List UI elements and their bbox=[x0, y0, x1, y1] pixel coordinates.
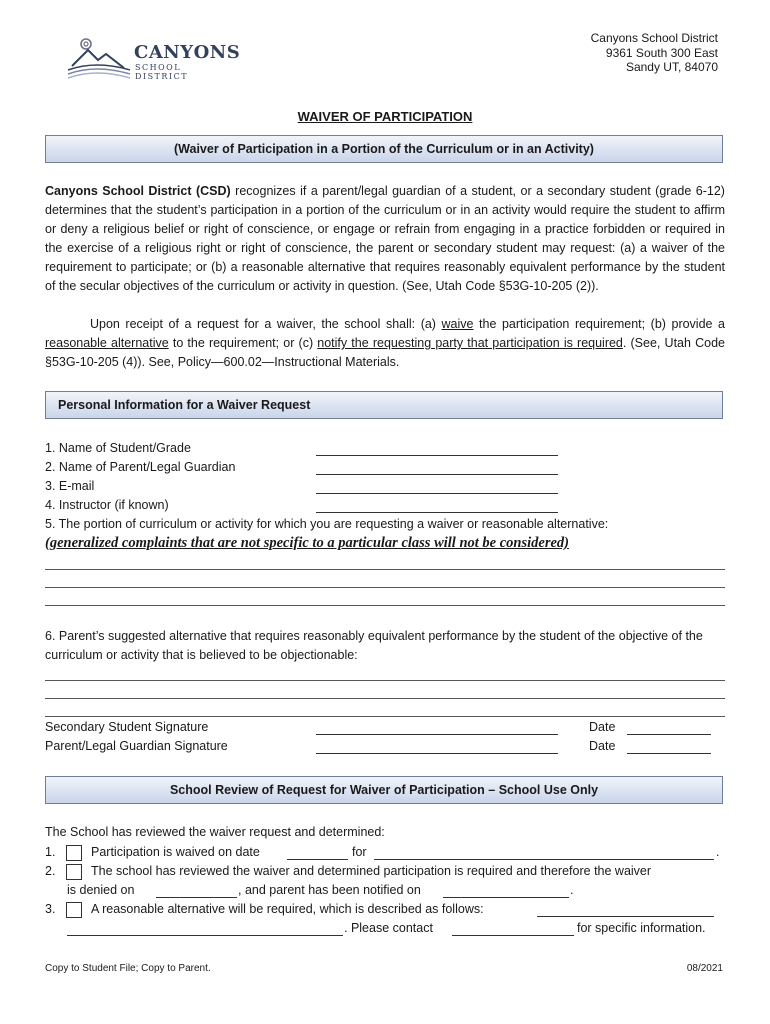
contact-label: . Please contact bbox=[344, 921, 433, 935]
student-date-label: Date bbox=[589, 720, 616, 734]
alternative-description-field-2[interactable] bbox=[67, 935, 343, 936]
personal-info-label: Personal Information for a Waiver Request bbox=[58, 398, 311, 412]
logo-name: CANYONS bbox=[134, 42, 241, 63]
notified-period: . bbox=[570, 883, 574, 897]
portion-note: (generalized complaints that are not specific to a particular class will not be considered) bbox=[45, 535, 570, 551]
school-review-banner bbox=[45, 776, 723, 804]
address-line: Canyons School District bbox=[590, 31, 718, 45]
intro-text: recognizes if a parent/legal guardian of a student, or a secondary student (grade 6-12) determines that the student’s participation in a portion of the curriculum or in an activity would require the student to affirm or deny a religious belief or right of conscience, or engage or refrain from engaging in a practice forbidden or required in the exercise of a religious right or right of conscience, the parent or secondary student may request: (a) a waiver of the requirement to participate; or (b) a reasonable alternative that requires reasonably equivalent performance by the student of the secular objectives of the curriculum or activity in question. (See, Utah Code §53G-10-205 (2)). bbox=[45, 184, 725, 293]
portion-answer-line[interactable] bbox=[45, 587, 725, 588]
waived-date-field[interactable] bbox=[287, 859, 348, 860]
denied-date-field[interactable] bbox=[156, 897, 237, 898]
instructor-label: 4. Instructor (if known) bbox=[45, 498, 169, 512]
parent-date-field[interactable] bbox=[627, 753, 711, 754]
email-field[interactable] bbox=[316, 493, 558, 494]
alternative-description-field[interactable] bbox=[537, 916, 714, 917]
subtitle-banner bbox=[45, 135, 723, 163]
notified-label: , and parent has been notified on bbox=[238, 883, 421, 897]
student-name-label: 1. Name of Student/Grade bbox=[45, 441, 191, 455]
parent-name-field[interactable] bbox=[316, 474, 558, 475]
waived-checkbox[interactable] bbox=[66, 845, 82, 861]
portion-answer-line[interactable] bbox=[45, 569, 725, 570]
student-date-field[interactable] bbox=[627, 734, 711, 735]
denied-checkbox[interactable] bbox=[66, 864, 82, 880]
portion-label: 5. The portion of curriculum or activity for which you are requesting a waiver or reasonable alternative: bbox=[45, 517, 609, 531]
receipt-text: to the requirement; or (c) bbox=[168, 336, 318, 350]
notify-term: notify the requesting party that participation is required bbox=[317, 336, 623, 350]
address-line: 9361 South 300 East bbox=[605, 45, 718, 60]
waived-period: . bbox=[716, 845, 720, 859]
contact-field[interactable] bbox=[452, 935, 574, 936]
instructor-field[interactable] bbox=[316, 512, 558, 513]
parent-date-label: Date bbox=[589, 739, 616, 753]
footer-version: 08/2021 bbox=[686, 963, 723, 974]
denied-label: The school has reviewed the waiver and determined participation is required and therefore the waiver bbox=[91, 864, 652, 878]
reasonable-alternative-term: reasonable alternative bbox=[45, 336, 169, 350]
canyons-logo-icon bbox=[66, 36, 134, 80]
alternative-answer-line[interactable] bbox=[45, 680, 725, 681]
alternative-required-label: A reasonable alternative will be required, which is described as follows: bbox=[91, 902, 484, 916]
review-item-number: 1. bbox=[45, 845, 56, 859]
waived-label: Participation is waived on date bbox=[91, 845, 260, 859]
waived-for-field[interactable] bbox=[374, 859, 714, 860]
denied-on-label: is denied on bbox=[67, 883, 135, 897]
student-signature-field[interactable] bbox=[316, 734, 558, 735]
student-signature-label: Secondary Student Signature bbox=[45, 720, 209, 734]
contact-info-label: for specific information. bbox=[577, 921, 706, 935]
alternative-answer-line[interactable] bbox=[45, 716, 725, 717]
district-logo bbox=[66, 36, 241, 81]
intro-lead: Canyons School District (CSD) bbox=[45, 184, 231, 198]
district-address bbox=[591, 31, 718, 75]
student-name-field[interactable] bbox=[316, 455, 558, 456]
form-title: WAIVER OF PARTICIPATION bbox=[297, 109, 473, 124]
parent-name-label: 2. Name of Parent/Legal Guardian bbox=[45, 460, 236, 474]
portion-answer-line[interactable] bbox=[45, 605, 725, 606]
alternative-checkbox[interactable] bbox=[66, 902, 82, 918]
waived-for-label: for bbox=[352, 845, 367, 859]
waive-term: waive bbox=[441, 317, 474, 331]
intro-paragraph bbox=[45, 182, 725, 296]
subtitle-banner-label: (Waiver of Participation in a Portion of the Curriculum or in an Activity) bbox=[174, 142, 594, 156]
alternative-label: 6. Parent’s suggested alternative that requires reasonably equivalent performance by the student of the objective of the curriculum or activity that is believed to be objectionable: bbox=[45, 629, 703, 662]
receipt-text: Upon receipt of a request for a waiver, the school shall: (a) bbox=[90, 317, 442, 331]
logo-subtitle: SCHOOL DISTRICT bbox=[135, 63, 189, 81]
review-item-number: 3. bbox=[45, 902, 56, 916]
receipt-paragraph bbox=[45, 315, 725, 372]
receipt-text: . (See, Utah Code §53G-10-205 (4)). See, Policy—600.02—Instructional Materials. bbox=[45, 336, 725, 369]
personal-info-banner bbox=[45, 391, 723, 419]
notified-date-field[interactable] bbox=[443, 897, 569, 898]
receipt-text: the participation requirement; (b) provide a bbox=[473, 317, 725, 331]
parent-signature-field[interactable] bbox=[316, 753, 558, 754]
footer-copy-note: Copy to Student File; Copy to Parent. bbox=[45, 963, 211, 974]
parent-signature-label: Parent/Legal Guardian Signature bbox=[45, 739, 228, 753]
email-label: 3. E-mail bbox=[45, 479, 95, 493]
review-intro: The School has reviewed the waiver request and determined: bbox=[45, 825, 385, 839]
review-item-number: 2. bbox=[45, 864, 56, 878]
alternative-answer-line[interactable] bbox=[45, 698, 725, 699]
school-review-label: School Review of Request for Waiver of Participation – School Use Only bbox=[169, 783, 599, 797]
address-line: Sandy UT, 84070 bbox=[625, 60, 718, 74]
